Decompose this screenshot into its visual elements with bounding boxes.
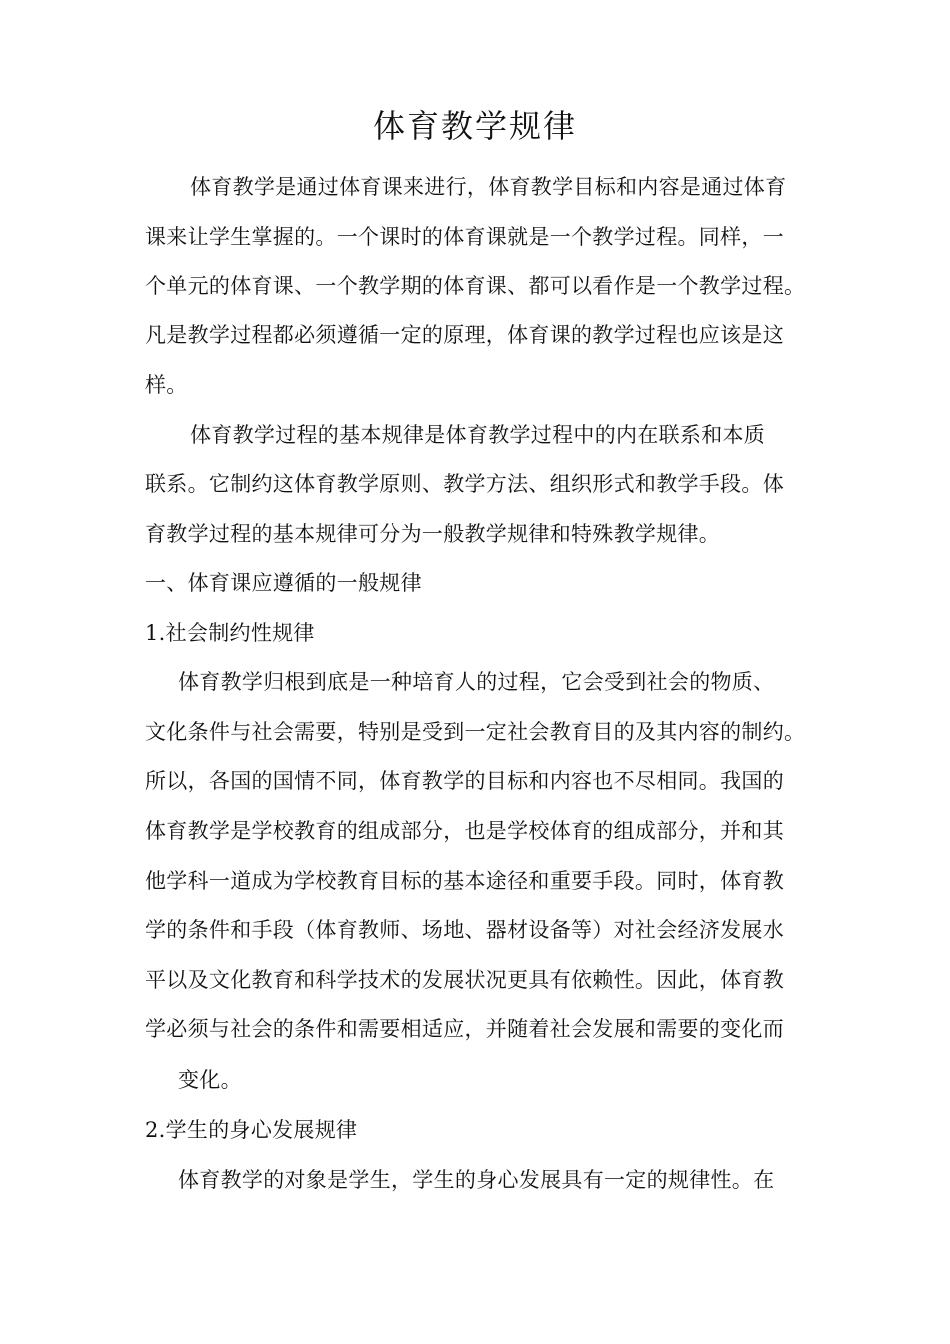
paragraph-line: 体育教学归根到底是一种培育人的过程，它会受到社会的物质、 <box>178 670 775 694</box>
document-title: 体育教学规律 <box>372 107 577 145</box>
paragraph-line: 样。 <box>145 373 188 397</box>
paragraph-line: 他学科一道成为学校教育目标的基本途径和重要手段。同时，体育教 <box>145 869 784 893</box>
paragraph-line: 联系。它制约这体育教学原则、教学方法、组织形式和教学手段。体 <box>145 472 784 496</box>
paragraph-line: 学的条件和手段（体育教师、场地、器材设备等）对社会经济发展水 <box>145 918 784 942</box>
paragraph-line: 平以及文化教育和科学技术的发展状况更具有依赖性。因此，体育教 <box>145 968 784 992</box>
paragraph-line: 体育教学过程的基本规律是体育教学过程中的内在联系和本质 <box>190 423 766 447</box>
paragraph-line: 文化条件与社会需要，特别是受到一定社会教育目的及其内容的制约。 <box>145 720 806 744</box>
subsection-heading: 1.社会制约性规律 <box>145 621 315 645</box>
paragraph-line: 体育教学的对象是学生，学生的身心发展具有一定的规律性。在 <box>178 1168 775 1192</box>
paragraph-line: 体育教学是学校教育的组成部分，也是学校体育的组成部分，并和其 <box>145 819 784 843</box>
paragraph-line: 凡是教学过程都必须遵循一定的原理，体育课的教学过程也应该是这 <box>145 323 784 347</box>
paragraph-line: 课来让学生掌握的。一个课时的体育课就是一个教学过程。同样，一 <box>145 225 784 249</box>
paragraph-line: 学必须与社会的条件和需要相适应，并随着社会发展和需要的变化而 <box>145 1017 784 1041</box>
subsection-heading: 2.学生的身心发展规律 <box>145 1118 358 1142</box>
paragraph-line: 所以，各国的国情不同，体育教学的目标和内容也不尽相同。我国的 <box>145 769 784 793</box>
section-heading: 一、体育课应遵循的一般规律 <box>145 571 422 595</box>
paragraph-line: 体育教学是通过体育课来进行，体育教学目标和内容是通过体育 <box>190 175 787 199</box>
paragraph-line: 育教学过程的基本规律可分为一般教学规律和特殊教学规律。 <box>145 522 721 546</box>
paragraph-line: 个单元的体育课、一个教学期的体育课、都可以看作是一个教学过程。 <box>145 274 806 298</box>
paragraph-line: 变化。 <box>178 1068 242 1092</box>
